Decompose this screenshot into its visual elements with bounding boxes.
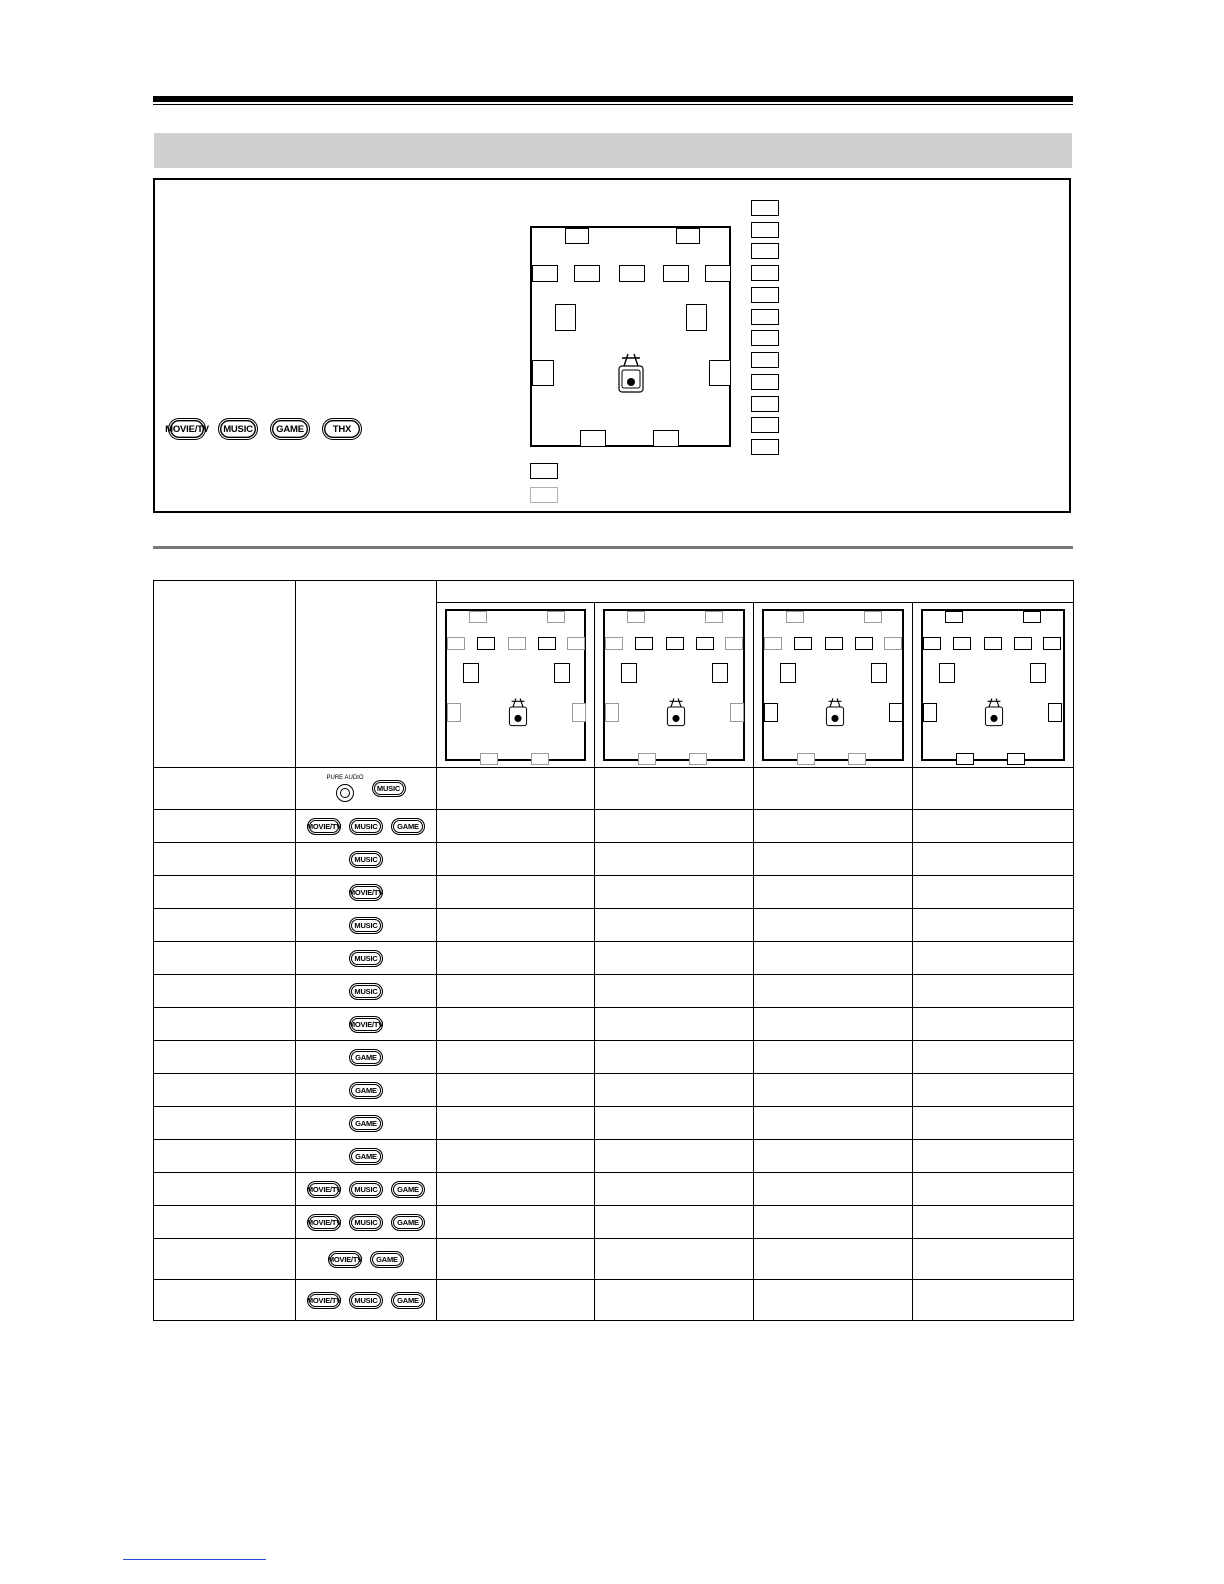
- table-row: [154, 1280, 1074, 1321]
- speaker-front-wide-left: [532, 265, 558, 282]
- legend-key-inactive: [530, 487, 558, 503]
- table-row: [154, 1206, 1074, 1239]
- movie-tv-button-icon: MOVIE/TV: [168, 418, 206, 440]
- speaker-surround-back-left: [580, 430, 606, 447]
- listener-icon: [616, 352, 646, 394]
- speaker-subwoofer-left: [555, 304, 576, 331]
- legend-front-left: [751, 265, 779, 281]
- legend-front-wide-left: [751, 243, 779, 259]
- table-row: [154, 768, 1074, 810]
- game-button-icon: GAME: [370, 1251, 404, 1268]
- speaker-front-high-left: [565, 228, 589, 244]
- pure-audio-button: PURE AUDIO: [326, 775, 363, 802]
- movie-tv-button-icon: MOVIE/TV: [328, 1251, 362, 1268]
- game-button-icon: GAME: [349, 1115, 383, 1132]
- speaker-front-left: [574, 265, 600, 282]
- table-row: [154, 810, 1074, 843]
- thx-button-icon: THX: [322, 418, 362, 440]
- speaker-subwoofer-right: [686, 304, 707, 331]
- movie-tv-button-icon: MOVIE/TV: [307, 1292, 341, 1309]
- header-rule: [153, 96, 1073, 102]
- speaker-front-wide-right: [705, 265, 731, 282]
- header-mode-cell: [154, 581, 296, 768]
- legend-key-active: [530, 463, 558, 479]
- game-button-icon: GAME: [391, 818, 425, 835]
- header-rule-thin: [153, 104, 1073, 105]
- legend-front-high-left: [751, 200, 779, 216]
- table-row: [154, 1008, 1074, 1041]
- layout-diagram-2: [595, 603, 754, 768]
- music-button-icon: MUSIC: [372, 780, 406, 797]
- legend-surround-back-left: [751, 417, 779, 433]
- game-button-icon: GAME: [270, 418, 310, 440]
- mode-buttons-cell: [296, 768, 437, 810]
- music-button-icon: MUSIC: [218, 418, 258, 440]
- speaker-layout-diagram: [530, 226, 731, 447]
- speaker-front-high-right: [676, 228, 700, 244]
- section-divider: [153, 546, 1073, 549]
- movie-tv-button-icon: MOVIE/TV: [307, 1181, 341, 1198]
- section-title-bar: [154, 133, 1072, 168]
- game-button-icon: GAME: [349, 1082, 383, 1099]
- game-button-icon: GAME: [391, 1181, 425, 1198]
- legend-surround-back-right: [751, 439, 779, 455]
- table-row: [154, 1239, 1074, 1280]
- movie-tv-button-icon: MOVIE/TV: [349, 1016, 383, 1033]
- table-row: [154, 942, 1074, 975]
- speaker-surround-right: [709, 360, 731, 386]
- music-button-icon: MUSIC: [349, 917, 383, 934]
- table-row: [154, 1173, 1074, 1206]
- movie-tv-button-icon: MOVIE/TV: [307, 1214, 341, 1231]
- game-button-icon: GAME: [391, 1292, 425, 1309]
- table-row: [154, 975, 1074, 1008]
- table-row: [154, 1140, 1074, 1173]
- layout-diagram-4: [913, 603, 1074, 768]
- game-button-icon: GAME: [391, 1214, 425, 1231]
- listening-modes-table: [153, 580, 1074, 1321]
- header-button-cell: [296, 581, 437, 768]
- legend-front-right: [751, 309, 779, 325]
- music-button-icon: MUSIC: [349, 851, 383, 868]
- legend-center: [751, 287, 779, 303]
- table-row: [154, 909, 1074, 942]
- music-button-icon: MUSIC: [349, 950, 383, 967]
- legend-surround-right: [751, 396, 779, 412]
- speaker-front-right: [663, 265, 689, 282]
- game-button-icon: GAME: [349, 1148, 383, 1165]
- layout-diagram-3: [754, 603, 913, 768]
- table-row: [154, 843, 1074, 876]
- legend-front-wide-right: [751, 330, 779, 346]
- speaker-surround-left: [532, 360, 554, 386]
- remote-buttons-row: [165, 418, 362, 440]
- layout-diagram-1: [437, 603, 595, 768]
- music-button-icon: MUSIC: [349, 1292, 383, 1309]
- table-row: [154, 1074, 1074, 1107]
- speaker-center: [619, 265, 645, 282]
- header-layout-title-cell: [437, 581, 1074, 603]
- mode-name-cell: [154, 768, 296, 810]
- music-button-icon: MUSIC: [349, 1214, 383, 1231]
- music-button-icon: MUSIC: [349, 983, 383, 1000]
- movie-tv-button-icon: MOVIE/TV: [349, 884, 383, 901]
- music-button-icon: MUSIC: [349, 1181, 383, 1198]
- game-button-icon: GAME: [349, 1049, 383, 1066]
- legend-surround-left: [751, 374, 779, 390]
- pure-audio-knob-icon: [336, 784, 354, 802]
- legend-subwoofer: [751, 352, 779, 368]
- table-row: [154, 876, 1074, 909]
- speaker-surround-back-right: [653, 430, 679, 447]
- movie-tv-button-icon: MOVIE/TV: [307, 818, 341, 835]
- table-row: [154, 1041, 1074, 1074]
- music-button-icon: MUSIC: [349, 818, 383, 835]
- footer-link-underline[interactable]: [123, 1559, 266, 1560]
- legend-front-high-right: [751, 222, 779, 238]
- table-row: [154, 1107, 1074, 1140]
